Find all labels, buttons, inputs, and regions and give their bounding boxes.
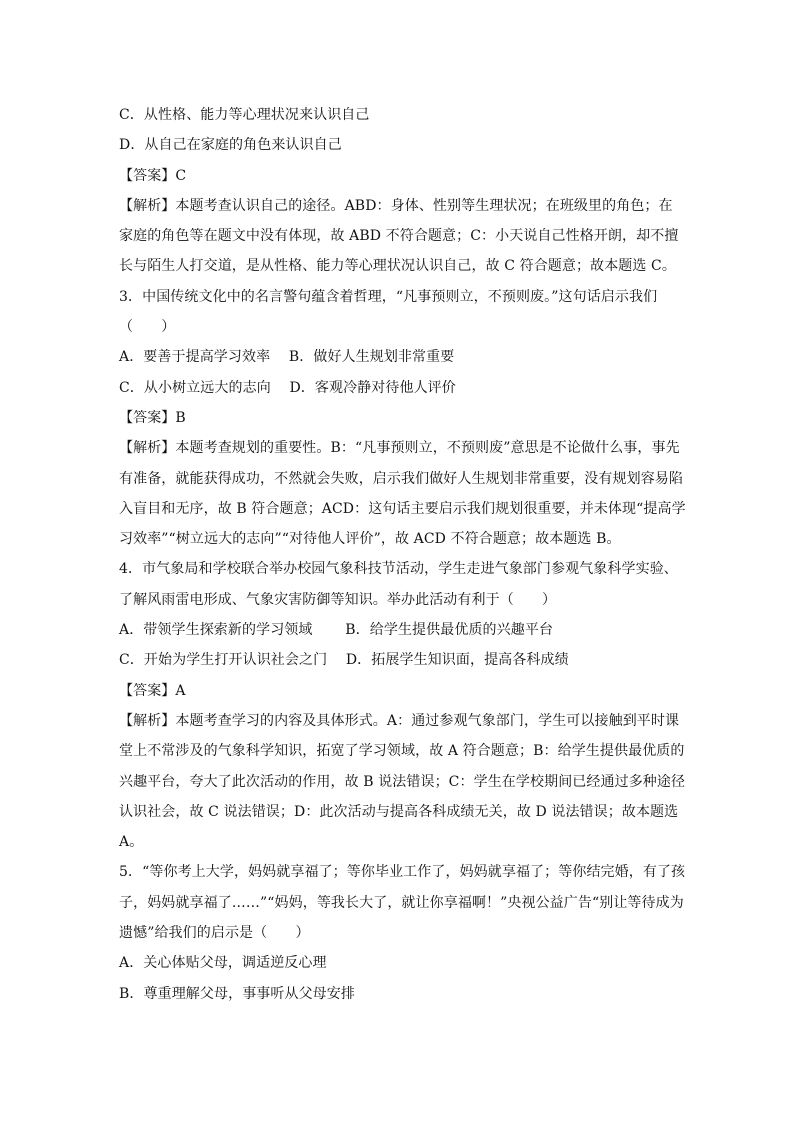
question-3-options-cd: C．从小树立远大的志向 D．客观冷静对待他人评价 xyxy=(119,379,456,396)
question-5-option-a: A．关心体贴父母，调适逆反心理 xyxy=(119,955,327,972)
analysis-q3-line-4: 习效率”“树立远大的志向”“对待他人评价”，故 ACD 不符合题意；故本题选 B。 xyxy=(119,531,621,548)
question-4-stem-line-1: 4．市气象局和学校联合举办校园气象科技节活动，学生走进气象部门参观气象科学实验、 xyxy=(119,561,678,578)
question-4-options-ab: A．带领学生探索新的学习领域 B．给学生提供最优质的兴趣平台 xyxy=(119,622,554,639)
question-3-stem-line-1: 3．中国传统文化中的名言警句蕴含着哲理，“凡事预则立，不预则废。”这句话启示我们 xyxy=(119,288,658,305)
analysis-q2-line-2: 家庭的角色等在题文中没有体现，故 ABD 不符合题意；C：小天说自己性格开朗，却不擅 xyxy=(119,228,679,245)
analysis-q3-line-1: 【解析】本题考查规划的重要性。B：“凡事预则立，不预则废”意思是不论做什么事，事先 xyxy=(119,440,680,457)
document-body xyxy=(119,100,686,1009)
option-c-q2: C．从性格、能力等心理状况来认识自己 xyxy=(119,107,370,123)
answer-q3: 【答案】B xyxy=(119,409,186,426)
question-5-stem-line-3: 遗憾”给我们的启示是（ ） xyxy=(119,925,310,942)
analysis-q4-line-2: 堂上不常涉及的气象科学知识，拓宽了学习领域，故 A 符合题意；B：给学生提供最优质的 xyxy=(119,743,685,760)
question-5-stem-line-1: 5．“等你考上大学，妈妈就享福了；等你毕业工作了，妈妈就享福了；等你结完婚，有了孩 xyxy=(119,864,686,881)
answer-q4: 【答案】A xyxy=(119,682,186,699)
analysis-q4-line-4: 认识社会，故 C 说法错误；D：此次活动与提高各科成绩无关，故 D 说法错误；故本题选 xyxy=(119,803,679,820)
answer-q2: 【答案】C xyxy=(119,167,187,184)
question-4-options-cd: C．开始为学生打开认识社会之门 D．拓展学生知识面，提高各科成绩 xyxy=(119,652,569,669)
question-3-options-ab: A．要善于提高学习效率 B．做好人生规划非常重要 xyxy=(119,349,455,366)
question-3-stem-line-2: （ ） xyxy=(119,319,176,336)
question-5-stem-line-2: 子，妈妈就享福了……”“妈妈，等我长大了，就让你享福啊！”央视公益广告“别让等待成为 xyxy=(119,894,684,911)
question-4-stem-line-2: 了解风雨雷电形成、气象灾害防御等知识。举办此活动有利于（ ） xyxy=(119,591,557,608)
analysis-q2-line-3: 长与陌生人打交道，是从性格、能力等心理状况认识自己，故 C 符合题意；故本题选 C。 xyxy=(119,258,676,275)
analysis-q3-line-2: 有准备，就能获得成功，不然就会失败，启示我们做好人生规划非常重要，没有规划容易陷 xyxy=(119,470,683,487)
analysis-q2-line-1: 【解析】本题考查认识自己的途径。ABD：身体、性别等生理状况；在班级里的角色；在 xyxy=(119,197,673,214)
option-d-q2: D．从自己在家庭的角色来认识自己 xyxy=(119,137,342,154)
analysis-q4-line-3: 兴趣平台，夸大了此次活动的作用，故 B 说法错误；C：学生在学校期间已经通过多种途径 xyxy=(119,773,686,790)
analysis-q4-line-1: 【解析】本题考查学习的内容及具体形式。A：通过参观气象部门，学生可以接触到平时课 xyxy=(119,712,680,729)
analysis-q3-line-3: 入盲目和无序，故 B 符合题意；ACD：这句话主要启示我们规划很重要，并未体现“提高学 xyxy=(119,500,686,517)
analysis-q4-line-5: A。 xyxy=(119,834,144,851)
question-5-option-b: B．尊重理解父母，事事听从父母安排 xyxy=(119,985,355,1002)
